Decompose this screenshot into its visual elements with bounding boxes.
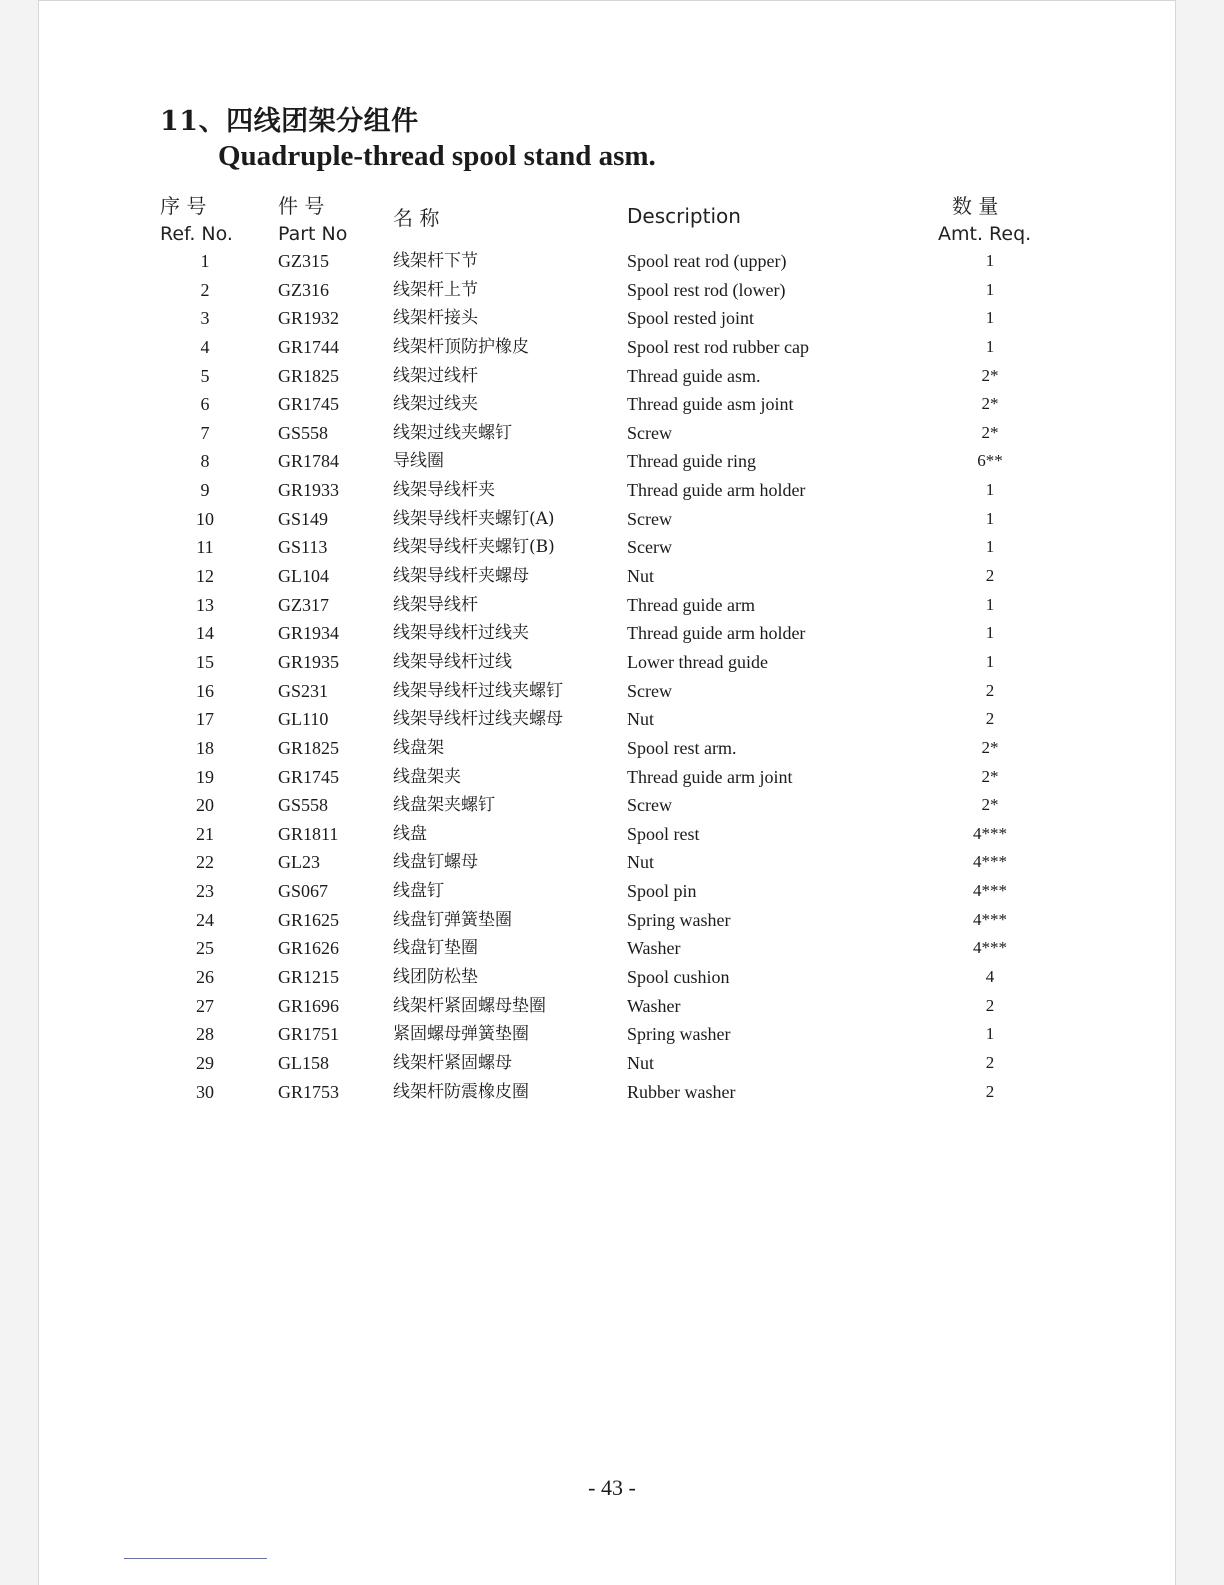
amount-cell: 1 xyxy=(985,251,995,270)
part-no-cell: GR1745 xyxy=(278,394,340,415)
description-cell: Thread guide arm joint xyxy=(627,766,793,787)
amount-cell: 1 xyxy=(985,651,995,671)
part-no-cell: GL104 xyxy=(278,566,329,587)
part-no-cell: GL158 xyxy=(278,1052,329,1073)
description-cell: Spool rest rod rubber cap xyxy=(627,336,809,357)
table-row xyxy=(0,934,1224,963)
description-cell: Thread guide asm joint xyxy=(627,394,794,415)
ref-cell: 8 xyxy=(200,451,210,472)
table-row xyxy=(0,1078,1224,1107)
name-cell: 线架杆接头 xyxy=(393,308,478,329)
amount-cell: 2 xyxy=(985,566,995,586)
name-cell: 线架导线杆过线夹螺钉 xyxy=(393,680,563,701)
amount-cell: 2 xyxy=(985,995,995,1015)
ref-cell: 15 xyxy=(196,651,214,672)
header-amount-en: Amt. Req. xyxy=(938,223,1032,245)
ref-cell: 7 xyxy=(200,422,210,443)
name-cell: 线架杆上节 xyxy=(393,279,478,300)
amount-cell: 2* xyxy=(981,737,999,757)
table-row xyxy=(0,877,1224,906)
header-ref-no xyxy=(160,192,233,248)
part-no-cell: GR1744 xyxy=(278,336,340,357)
table-row xyxy=(0,848,1224,877)
description-cell: Washer xyxy=(627,938,681,959)
amount-cell: 2* xyxy=(981,766,999,786)
amount-cell: 6** xyxy=(977,451,1003,471)
ref-cell: 26 xyxy=(196,967,214,988)
section-title-english: Quadruple-thread spool stand asm. xyxy=(218,140,656,172)
name-cell: 线盘钉弹簧垫圈 xyxy=(393,909,512,930)
table-row xyxy=(0,1020,1224,1049)
table-row xyxy=(0,677,1224,706)
description-cell: Spool rest rod (lower) xyxy=(627,279,786,300)
ref-cell: 14 xyxy=(196,623,214,644)
ref-cell: 16 xyxy=(196,680,214,701)
page-number: - 43 - xyxy=(588,1475,636,1500)
amount-cell: 1 xyxy=(985,336,995,356)
name-cell: 线架导线杆夹 xyxy=(393,480,495,501)
name-cell: 线架导线杆过线夹螺母 xyxy=(393,709,563,730)
ref-cell: 22 xyxy=(196,852,214,873)
table-row xyxy=(0,1049,1224,1078)
amount-cell: 2 xyxy=(985,1052,995,1072)
part-no-cell: GS149 xyxy=(278,508,329,529)
amount-cell: 2 xyxy=(985,709,995,729)
description-cell: Spool pin xyxy=(627,881,697,902)
ref-cell: 11 xyxy=(196,537,214,558)
header-part-no-en: Part No xyxy=(278,223,348,245)
name-cell: 线架杆紧固螺母 xyxy=(393,1052,512,1073)
part-no-cell: GR1932 xyxy=(278,308,340,329)
name-cell: 线架导线杆夹螺钉(A) xyxy=(393,508,555,529)
amount-cell: 4*** xyxy=(973,938,1007,958)
amount-cell: 2 xyxy=(985,680,995,700)
description-cell: Washer xyxy=(627,995,681,1016)
header-name xyxy=(393,204,439,232)
name-cell: 线团防松垫 xyxy=(393,967,478,988)
amount-cell: 1 xyxy=(985,308,995,328)
name-cell: 线架导线杆夹螺钉(B) xyxy=(393,537,555,558)
amount-cell: 4*** xyxy=(973,909,1007,929)
ref-cell: 6 xyxy=(200,394,210,415)
table-row xyxy=(0,562,1224,591)
amount-cell: 2 xyxy=(985,1081,995,1101)
name-cell: 线盘架 xyxy=(393,737,444,758)
table-row xyxy=(0,476,1224,505)
description-cell: Spool rested joint xyxy=(627,308,754,329)
ref-cell: 30 xyxy=(196,1081,214,1102)
table-row xyxy=(0,390,1224,419)
amount-cell: 1 xyxy=(985,1024,995,1044)
ref-cell: 1 xyxy=(200,251,210,271)
description-cell: Screw xyxy=(627,795,672,816)
header-part-no xyxy=(278,192,347,248)
ref-cell: 18 xyxy=(196,737,214,758)
part-no-cell: GZ316 xyxy=(278,279,329,300)
part-no-cell: GR1745 xyxy=(278,766,340,787)
ref-cell: 19 xyxy=(196,766,214,787)
part-no-cell: GS067 xyxy=(278,881,329,902)
name-cell: 线架杆下节 xyxy=(393,251,478,271)
name-cell: 线架过线杆 xyxy=(393,365,478,386)
amount-cell: 2* xyxy=(981,394,999,414)
ref-cell: 12 xyxy=(196,566,214,587)
part-no-cell: GR1696 xyxy=(278,995,340,1016)
description-cell: Spring washer xyxy=(627,1024,731,1045)
footnote-rule xyxy=(124,1558,267,1559)
header-ref-no-en: Ref. No. xyxy=(160,223,233,245)
description-cell: Thread guide arm holder xyxy=(627,480,806,501)
ref-cell: 17 xyxy=(196,709,214,730)
header-name-cn: 名 称 xyxy=(393,206,440,230)
part-no-cell: GR1825 xyxy=(278,365,340,386)
description-cell: Nut xyxy=(627,709,654,730)
amount-cell: 2* xyxy=(981,365,999,385)
ref-cell: 24 xyxy=(196,909,214,930)
part-no-cell: GS231 xyxy=(278,680,329,701)
table-row xyxy=(0,820,1224,849)
description-cell: Spool cushion xyxy=(627,967,730,988)
part-no-cell: GZ317 xyxy=(278,594,329,615)
name-cell: 线盘 xyxy=(393,823,427,844)
header-description: Description xyxy=(627,204,741,228)
part-no-cell: GR1933 xyxy=(278,480,340,501)
part-no-cell: GS558 xyxy=(278,422,329,443)
amount-cell: 1 xyxy=(985,623,995,643)
amount-cell: 1 xyxy=(985,594,995,614)
description-cell: Nut xyxy=(627,852,654,873)
amount-cell: 1 xyxy=(985,480,995,500)
name-cell: 线盘钉螺母 xyxy=(393,852,478,873)
ref-cell: 5 xyxy=(200,365,210,386)
amount-cell: 1 xyxy=(985,508,995,528)
description-cell: Thread guide arm xyxy=(627,594,755,615)
description-cell: Spring washer xyxy=(627,909,731,930)
description-cell: Spool rest arm. xyxy=(627,737,737,758)
part-no-cell: GR1753 xyxy=(278,1081,340,1102)
description-cell: Spool rest xyxy=(627,823,700,844)
amount-cell: 1 xyxy=(985,279,995,299)
name-cell: 线架导线杆 xyxy=(393,594,478,615)
ref-cell: 20 xyxy=(196,795,214,816)
description-cell: Thread guide asm. xyxy=(627,365,761,386)
name-cell: 紧固螺母弹簧垫圈 xyxy=(393,1024,529,1045)
ref-cell: 28 xyxy=(196,1024,214,1045)
table-row xyxy=(0,791,1224,820)
name-cell: 线架杆紧固螺母垫圈 xyxy=(393,995,546,1016)
ref-cell: 9 xyxy=(200,480,210,501)
amount-cell: 4*** xyxy=(973,852,1007,872)
amount-cell: 4*** xyxy=(973,881,1007,901)
name-cell: 导线圈 xyxy=(393,451,444,472)
amount-cell: 4 xyxy=(985,967,995,987)
name-cell: 线架导线杆过线 xyxy=(393,651,512,672)
section-title-chinese: 11、四线团架分组件 xyxy=(160,106,419,137)
table-row xyxy=(0,276,1224,305)
part-no-cell: GR1784 xyxy=(278,451,340,472)
table-row xyxy=(0,533,1224,562)
parts-list xyxy=(0,247,1224,1106)
part-no-cell: GR1935 xyxy=(278,651,340,672)
header-amount xyxy=(938,192,1031,248)
ref-cell: 21 xyxy=(196,823,214,844)
part-no-cell: GS558 xyxy=(278,795,329,816)
description-cell: Screw xyxy=(627,422,672,443)
part-no-cell: GR1934 xyxy=(278,623,340,644)
name-cell: 线盘钉垫圈 xyxy=(393,938,478,959)
name-cell: 线架杆防震橡皮圈 xyxy=(393,1081,529,1102)
table-row xyxy=(0,247,1224,276)
amount-cell: 2* xyxy=(981,422,999,442)
ref-cell: 13 xyxy=(196,594,214,615)
description-cell: Nut xyxy=(627,1052,654,1073)
description-cell: Screw xyxy=(627,680,672,701)
table-row xyxy=(0,705,1224,734)
part-no-cell: GL110 xyxy=(278,709,329,730)
part-no-cell: GL23 xyxy=(278,852,320,873)
table-row xyxy=(0,505,1224,534)
description-cell: Screw xyxy=(627,508,672,529)
header-amount-cn: 数 量 xyxy=(952,194,999,218)
name-cell: 线架导线杆夹螺母 xyxy=(393,566,529,587)
description-cell: Rubber washer xyxy=(627,1081,736,1102)
part-no-cell: GR1215 xyxy=(278,967,340,988)
ref-cell: 3 xyxy=(200,308,210,329)
table-row xyxy=(0,304,1224,333)
name-cell: 线架导线杆过线夹 xyxy=(393,623,529,644)
description-cell: Lower thread guide xyxy=(627,651,768,672)
table-row xyxy=(0,447,1224,476)
table-row xyxy=(0,906,1224,935)
table-row xyxy=(0,333,1224,362)
table-row xyxy=(0,648,1224,677)
ref-cell: 29 xyxy=(196,1052,214,1073)
table-row xyxy=(0,619,1224,648)
part-no-cell: GR1811 xyxy=(278,823,339,844)
header-part-no-cn: 件 号 xyxy=(278,194,325,218)
amount-cell: 1 xyxy=(985,537,995,557)
ref-cell: 25 xyxy=(196,938,214,959)
table-row xyxy=(0,419,1224,448)
table-row xyxy=(0,992,1224,1021)
name-cell: 线架杆顶防护橡皮 xyxy=(393,336,529,357)
part-no-cell: GR1751 xyxy=(278,1024,340,1045)
table-row xyxy=(0,591,1224,620)
part-no-cell: GR1625 xyxy=(278,909,340,930)
name-cell: 线架过线夹 xyxy=(393,394,478,415)
part-no-cell: GS113 xyxy=(278,537,328,558)
table-row xyxy=(0,362,1224,391)
ref-cell: 2 xyxy=(200,279,210,300)
part-no-cell: GR1825 xyxy=(278,737,340,758)
name-cell: 线盘架夹 xyxy=(393,766,461,787)
description-cell: Nut xyxy=(627,566,654,587)
part-no-cell: GZ315 xyxy=(278,251,329,271)
table-row xyxy=(0,963,1224,992)
table-row xyxy=(0,734,1224,763)
description-cell: Spool reat rod (upper) xyxy=(627,251,787,271)
description-cell: Thread guide ring xyxy=(627,451,756,472)
header-ref-no-cn: 序 号 xyxy=(160,194,207,218)
name-cell: 线盘钉 xyxy=(393,881,444,902)
description-cell: Thread guide arm holder xyxy=(627,623,806,644)
part-no-cell: GR1626 xyxy=(278,938,340,959)
amount-cell: 4*** xyxy=(973,823,1007,843)
description-cell: Scerw xyxy=(627,537,672,558)
table-row xyxy=(0,763,1224,792)
ref-cell: 27 xyxy=(196,995,214,1016)
name-cell: 线盘架夹螺钉 xyxy=(393,795,495,816)
amount-cell: 2* xyxy=(981,795,999,815)
name-cell: 线架过线夹螺钉 xyxy=(393,422,512,443)
ref-cell: 4 xyxy=(200,336,210,357)
ref-cell: 23 xyxy=(196,881,214,902)
ref-cell: 10 xyxy=(196,508,214,529)
